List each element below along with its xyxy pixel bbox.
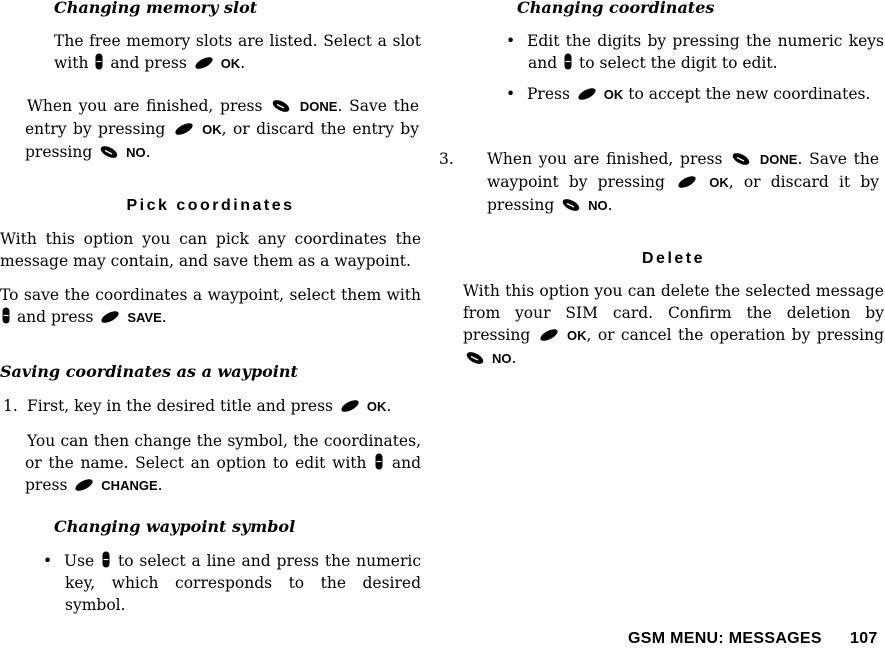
scroll-key-icon bbox=[375, 453, 383, 470]
ok-key-icon bbox=[74, 478, 94, 492]
running-footer-section: GSM MENU: MESSAGES bbox=[628, 630, 822, 647]
memory-slot-title: Changing memory slot bbox=[54, 0, 258, 17]
scroll-key-icon bbox=[95, 53, 103, 70]
ok-key-icon bbox=[577, 87, 597, 101]
waypoint-symbol-title: Changing waypoint symbol bbox=[54, 517, 296, 536]
scroll-key-icon bbox=[564, 53, 572, 70]
no-key-icon bbox=[271, 99, 291, 113]
ok-key-icon bbox=[539, 328, 559, 342]
scroll-key-icon bbox=[2, 307, 10, 324]
pick-coordinates-para-1: With this option you can pick any coordinates the message may contain, and save them as a waypoint. bbox=[0, 230, 421, 270]
ok-key-icon bbox=[340, 399, 360, 413]
no-key-icon bbox=[561, 198, 581, 212]
ok-key-icon bbox=[677, 175, 697, 189]
memory-slot-text: The free memory slots are listed. Select a slot with and press OK. bbox=[54, 32, 421, 72]
left-step-3: When you are finished, press DONE. Save the entry by pressing OK, or discard the entry by pressing NO. bbox=[25, 97, 419, 161]
saving-step-1: 1. First, key in the desired title and press OK. bbox=[3, 397, 392, 415]
ok-key-icon bbox=[100, 310, 120, 324]
saving-waypoint-title: Saving coordinates as a waypoint bbox=[0, 362, 298, 381]
scroll-key-icon bbox=[102, 551, 110, 568]
pick-coordinates-heading: Pick coordinates bbox=[126, 197, 295, 214]
changing-coordinates-title: Changing coordinates bbox=[517, 0, 715, 17]
saving-step-2: You can then change the symbol, the coordinates, or the name. Select an option to edit with and press CHANGE. bbox=[25, 432, 421, 494]
coordinates-bullet-2: • Press OK to accept the new coordinates. bbox=[506, 85, 871, 103]
ok-key-icon bbox=[174, 122, 194, 136]
no-key-icon bbox=[99, 145, 119, 159]
no-key-icon bbox=[731, 152, 751, 166]
coordinates-bullet-1: • Edit the digits by pressing the numeric keys and to select the digit to edit. bbox=[506, 32, 884, 72]
pick-coordinates-para-2: To save the coordinates a waypoint, select them with and press SAVE. bbox=[0, 286, 421, 326]
right-step-3: 3. When you are finished, press DONE. Save the waypoint by pressing OK, or discard it by pressing NO. bbox=[439, 150, 879, 214]
no-key-icon bbox=[465, 351, 485, 365]
page-number: 107 bbox=[850, 630, 878, 647]
ok-key-icon bbox=[194, 56, 214, 70]
waypoint-symbol-bullet: • Use to select a line and press the numeric key, which corresponds to the desired symbol. bbox=[43, 552, 421, 614]
delete-heading: Delete bbox=[641, 250, 706, 267]
delete-para: With this option you can delete the selected message from your SIM card. Confirm the deletion by pressing OK, or cancel the operation by pressing NO. bbox=[463, 282, 884, 367]
